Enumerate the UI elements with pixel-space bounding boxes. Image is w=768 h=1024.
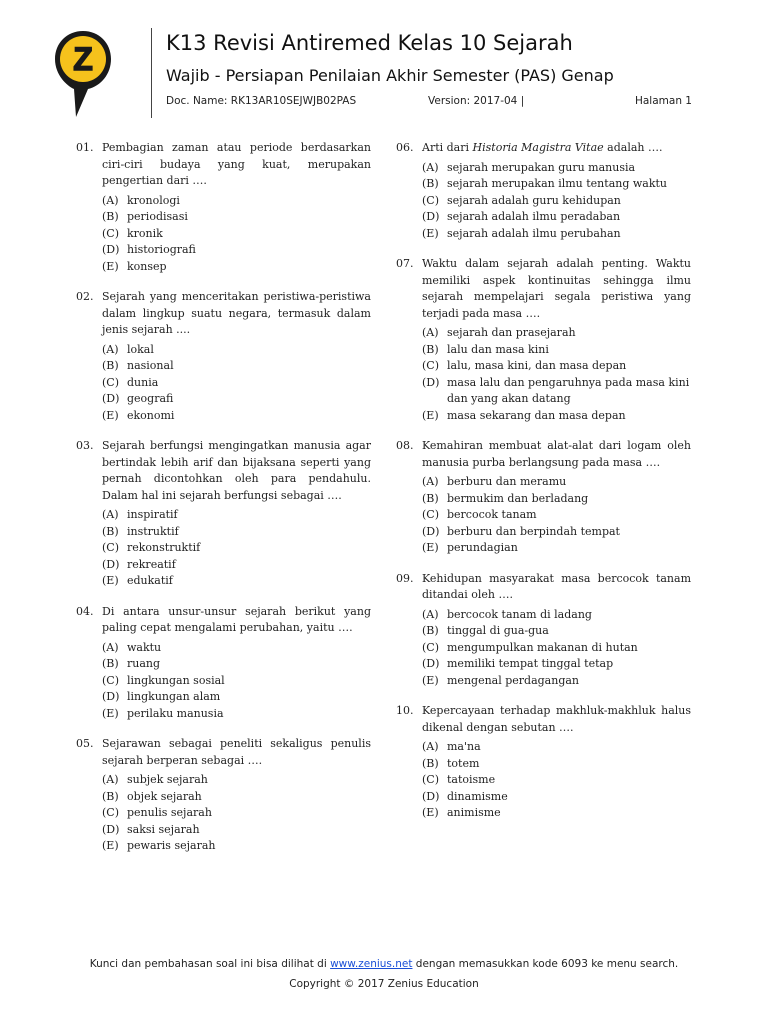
answer-options (422, 739, 691, 822)
answer-option (422, 524, 691, 541)
option-text: animisme (447, 806, 501, 819)
option-label: (E) (102, 408, 119, 422)
option-text: sejarah merupakan ilmu tentang waktu (447, 177, 668, 190)
answer-option (102, 226, 371, 243)
option-text: bercocok tanam di ladang (447, 607, 592, 621)
answer-option (102, 673, 371, 690)
answer-option (422, 756, 691, 773)
option-text: memiliki tempat tinggal tetap (447, 657, 614, 670)
answer-option (422, 607, 691, 624)
option-text: berburu dan meramu (447, 475, 567, 488)
answer-option (422, 160, 691, 177)
option-text: ekonomi (127, 408, 175, 422)
option-label: (D) (422, 375, 440, 389)
answer-option (102, 838, 371, 855)
option-label: (A) (102, 773, 119, 786)
question-number: 01. (76, 141, 94, 154)
question-item (396, 571, 691, 690)
question-item (76, 736, 371, 855)
option-label: (C) (102, 673, 119, 687)
copyright: Copyright © 2017 Zenius Education (289, 978, 479, 990)
option-text: ma'na (447, 740, 481, 753)
footer-text-after: dengan memasukkan kode 6093 ke menu search. (412, 958, 679, 970)
answer-option (102, 689, 371, 706)
option-text: sejarah adalah ilmu perubahan (447, 226, 621, 240)
question-item (396, 703, 691, 822)
answer-option (422, 176, 691, 193)
question-text: Pembagian zaman atau periode berdasarkan ciri-ciri budaya yang kuat, merupakan pengertian dari …. (102, 141, 371, 187)
answer-options (422, 607, 691, 690)
option-label: (B) (422, 756, 439, 770)
option-text: sejarah dan prasejarah (447, 326, 576, 339)
option-text: rekreatif (127, 557, 176, 571)
question-text (422, 140, 691, 157)
option-label: (E) (102, 839, 119, 852)
option-text: masa lalu dan pengaruhnya pada masa kini dan yang akan datang (447, 375, 690, 405)
option-label: (C) (422, 508, 439, 521)
question-number: 10. (396, 704, 414, 717)
question-text: Kepercayaan terhadap makhluk-makhluk halus dikenal dengan sebutan …. (422, 704, 691, 734)
answer-option (422, 209, 691, 226)
option-label: (E) (102, 706, 119, 720)
answer-options (102, 507, 371, 590)
option-text: totem (447, 756, 480, 770)
option-text: lalu, masa kini, dan masa depan (447, 359, 627, 372)
option-label: (A) (102, 640, 119, 654)
option-text: periodisasi (127, 210, 188, 223)
option-label: (D) (102, 822, 120, 836)
option-text: inspiratif (127, 508, 178, 521)
answer-option (102, 507, 371, 524)
option-label: (D) (422, 657, 440, 670)
option-label: (E) (102, 259, 119, 273)
option-text: lingkungan sosial (127, 673, 225, 687)
answer-option (422, 358, 691, 375)
option-label: (E) (422, 408, 439, 422)
answer-option (422, 805, 691, 822)
option-label: (A) (102, 508, 119, 521)
option-text: bercocok tanam (447, 508, 537, 521)
answer-options (102, 772, 371, 855)
answer-option (102, 375, 371, 392)
option-label: (A) (102, 342, 119, 356)
zenius-logo-icon (52, 28, 114, 120)
questions-column-left (76, 140, 371, 869)
logo-letter: Z (73, 41, 93, 77)
answer-option (102, 640, 371, 657)
question-text: Kehidupan masyarakat masa bercocok tanam ditandai oleh …. (422, 571, 691, 601)
question-item (76, 438, 371, 590)
question-item (396, 140, 691, 242)
answer-option (422, 408, 691, 425)
option-text: mengumpulkan makanan di hutan (447, 640, 638, 654)
option-label: (A) (102, 193, 119, 207)
option-label: (E) (422, 673, 439, 687)
answer-option (422, 474, 691, 491)
option-label: (A) (422, 160, 439, 174)
doc-version: Version: 2017-04 | (428, 95, 525, 107)
answer-option (422, 540, 691, 557)
option-text: bermukim dan berladang (447, 491, 589, 505)
option-label: (C) (422, 773, 439, 786)
question-text: Sejarah yang menceritakan peristiwa-peristiwa dalam lingkup suatu negara, termasuk dalam jenis sejarah .... (102, 290, 371, 336)
option-text: rekonstruktif (127, 541, 201, 554)
option-label: (D) (422, 524, 440, 538)
answer-options (422, 160, 691, 243)
option-text: sejarah adalah ilmu peradaban (447, 210, 621, 223)
answer-option (102, 342, 371, 359)
option-text: nasional (127, 359, 174, 372)
answer-options (102, 193, 371, 276)
document-title: K13 Revisi Antiremed Kelas 10 Sejarah (166, 31, 573, 55)
answer-option (102, 789, 371, 806)
option-text: sejarah merupakan guru manusia (447, 160, 636, 174)
option-label: (A) (422, 326, 439, 339)
option-text: berburu dan berpindah tempat (447, 524, 620, 538)
answer-option (102, 822, 371, 839)
option-label: (C) (102, 806, 119, 819)
answer-option (422, 772, 691, 789)
question-item (396, 256, 691, 424)
questions-column-right (396, 140, 691, 836)
answer-options (422, 325, 691, 424)
question-item (76, 289, 371, 424)
option-label: (B) (422, 491, 439, 505)
option-text: dunia (127, 375, 159, 389)
answer-option (422, 375, 691, 408)
answer-option (422, 623, 691, 640)
option-text: historiografi (127, 243, 196, 256)
answer-option (102, 524, 371, 541)
question-text: Sejarawan sebagai peneliti sekaligus penulis sejarah berperan sebagai …. (102, 737, 371, 767)
option-label: (D) (102, 690, 120, 703)
option-text: lokal (127, 342, 154, 356)
option-text: instruktif (127, 524, 179, 538)
option-text: waktu (127, 640, 162, 654)
option-text: penulis sejarah (127, 806, 212, 819)
zenius-link[interactable]: www.zenius.net (330, 958, 413, 970)
answer-option (422, 789, 691, 806)
question-text: Di antara unsur-unsur sejarah berikut yang paling cepat mengalami perubahan, yaitu …. (102, 604, 371, 634)
option-text: dinamisme (447, 789, 508, 803)
question-text: Kemahiran membuat alat-alat dari logam oleh manusia purba berlangsung pada masa …. (422, 439, 691, 469)
question-text-italic: Historia Magistra Vitae (472, 141, 604, 154)
question-item (396, 438, 691, 557)
option-text: perundagian (447, 541, 518, 554)
option-label: (C) (422, 640, 439, 654)
question-number: 05. (76, 737, 94, 750)
question-text-after: adalah …. (603, 141, 663, 154)
option-label: (D) (102, 392, 120, 405)
option-text: perilaku manusia (127, 706, 224, 720)
option-label: (D) (422, 210, 440, 223)
document-meta (166, 95, 692, 109)
answer-options (102, 640, 371, 723)
option-label: (A) (422, 740, 439, 753)
answer-option (422, 739, 691, 756)
option-label: (D) (102, 557, 120, 571)
question-number: 07. (396, 257, 414, 270)
option-text: kronik (127, 226, 163, 240)
option-label: (B) (102, 524, 119, 538)
option-text: kronologi (127, 193, 180, 207)
option-label: (C) (102, 226, 119, 240)
answer-option (102, 358, 371, 375)
answer-option (422, 656, 691, 673)
answer-option (102, 656, 371, 673)
option-label: (E) (422, 806, 439, 819)
option-label: (D) (422, 789, 440, 803)
option-label: (E) (102, 574, 119, 587)
question-number: 09. (396, 571, 414, 585)
document-header (0, 0, 768, 130)
option-label: (B) (102, 657, 119, 670)
answer-options (102, 342, 371, 425)
option-text: konsep (127, 259, 167, 273)
answer-option (422, 226, 691, 243)
option-label: (A) (422, 607, 439, 621)
answer-option (422, 342, 691, 359)
question-item (76, 604, 371, 723)
option-text: masa sekarang dan masa depan (447, 408, 626, 422)
answer-options (422, 474, 691, 557)
option-label: (B) (102, 359, 119, 372)
answer-option (102, 193, 371, 210)
answer-option (102, 242, 371, 259)
option-text: geografi (127, 392, 174, 405)
answer-option (102, 805, 371, 822)
answer-option (102, 706, 371, 723)
question-text: Sejarah berfungsi mengingatkan manusia agar bertindak lebih arif dan bijaksana seperti yang pernah dicontohkan oleh para pendahulu. Dalam hal ini sejarah berfungsi sebagai …. (102, 439, 371, 502)
question-number: 08. (396, 439, 414, 452)
answer-option (422, 325, 691, 342)
answer-option (422, 193, 691, 210)
option-label: (C) (102, 375, 119, 389)
answer-option (102, 391, 371, 408)
option-label: (B) (422, 342, 439, 356)
answer-option (102, 772, 371, 789)
option-label: (C) (102, 541, 119, 554)
question-number: 03. (76, 439, 94, 452)
option-label: (B) (422, 624, 439, 637)
option-text: edukatif (127, 574, 173, 587)
question-item (76, 140, 371, 275)
answer-option (102, 408, 371, 425)
option-text: mengenal perdagangan (447, 673, 580, 687)
option-label: (E) (422, 226, 439, 240)
question-text: Waktu dalam sejarah adalah penting. Waktu memiliki aspek kontinuitas sehingga ilmu sejarah mempelajari segala peristiwa yang terjadi pada masa …. (422, 257, 691, 320)
answer-option (422, 673, 691, 690)
option-text: lingkungan alam (127, 690, 221, 703)
footer-text-before: Kunci dan pembahasan soal ini bisa dilihat di (89, 958, 331, 970)
option-label: (C) (422, 193, 439, 207)
option-label: (E) (422, 541, 439, 554)
doc-name: Doc. Name: RK13AR10SEJWJB02PAS (166, 95, 357, 107)
answer-option (102, 259, 371, 276)
option-text: saksi sejarah (127, 822, 200, 836)
option-text: ruang (127, 657, 161, 670)
question-text-before: Arti dari (422, 141, 473, 154)
answer-option (102, 209, 371, 226)
option-label: (A) (422, 475, 439, 488)
header-divider (151, 28, 152, 118)
answer-option (422, 491, 691, 508)
answer-option (102, 557, 371, 574)
option-text: pewaris sejarah (127, 839, 216, 852)
question-number: 04. (76, 604, 94, 618)
footer-note (0, 958, 768, 970)
option-text: lalu dan masa kini (447, 342, 549, 356)
option-text: tinggal di gua-gua (447, 624, 549, 637)
question-number: 06. (396, 141, 414, 154)
option-label: (B) (102, 210, 119, 223)
page-number: Halaman 1 (634, 95, 692, 107)
document-subtitle: Wajib - Persiapan Penilaian Akhir Semester (PAS) Genap (166, 66, 614, 85)
option-text: sejarah adalah guru kehidupan (447, 193, 621, 207)
answer-option (102, 573, 371, 590)
option-label: (D) (102, 243, 120, 256)
option-label: (B) (422, 177, 439, 190)
question-number: 02. (76, 290, 94, 303)
option-text: tatoisme (447, 773, 496, 786)
answer-option (102, 540, 371, 557)
answer-option (422, 640, 691, 657)
option-text: objek sejarah (127, 789, 202, 803)
option-text: subjek sejarah (127, 773, 208, 786)
option-label: (B) (102, 789, 119, 803)
option-label: (C) (422, 359, 439, 372)
answer-option (422, 507, 691, 524)
